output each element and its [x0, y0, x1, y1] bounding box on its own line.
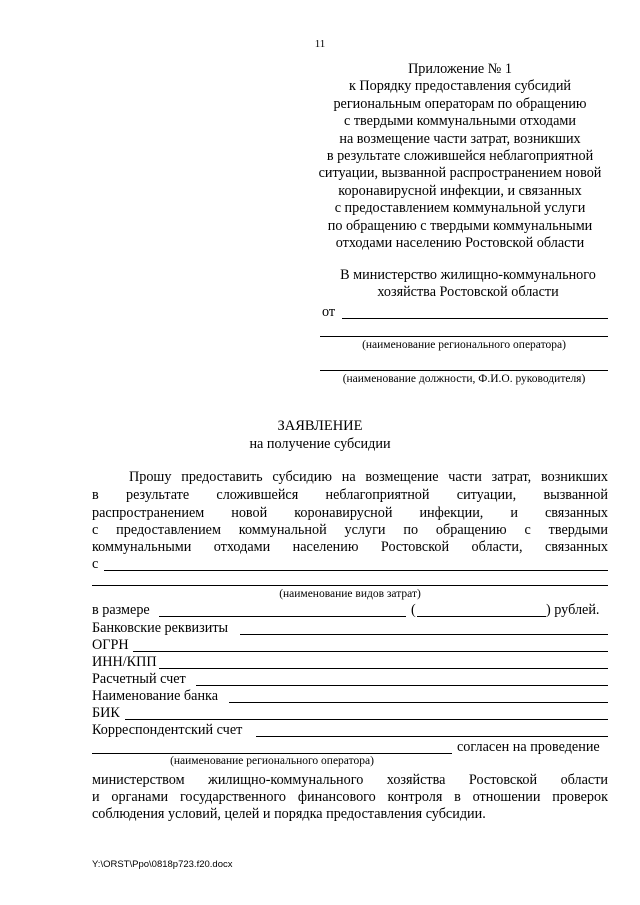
cost-type-field-1[interactable] [104, 570, 608, 571]
request-line: Прошу предоставить субсидию на возмещение части затрат, возникших [129, 469, 608, 485]
addressee-line: В министерство жилищно-коммунального [340, 267, 596, 283]
appendix-line: с твердыми коммунальными отходами [343, 113, 576, 130]
consent-last-line: соблюдения условий, целей и порядка предоставления субсидии. [92, 806, 486, 822]
request-last-prefix: с [92, 556, 99, 572]
bik-field[interactable] [125, 719, 608, 720]
request-line: коммунальными отходами населению Ростовской области, связанных [92, 539, 608, 555]
addressee-line: хозяйства Ростовской области [377, 284, 559, 301]
corr-account-field[interactable] [256, 736, 608, 737]
request-line: распространением новой коронавирусной инфекции, и связанных [92, 505, 608, 521]
inn-kpp-field[interactable] [159, 668, 608, 669]
consent-caption: (наименование регионального оператора) [170, 755, 374, 767]
appendix-line: региональным операторам по обращению [333, 95, 587, 112]
ogrn-field[interactable] [133, 651, 608, 652]
head-name-field[interactable] [320, 370, 608, 371]
field-ogrn-label: ОГРН [92, 637, 129, 653]
bank-details-field[interactable] [240, 634, 608, 635]
document-title: ЗАЯВЛЕНИЕ [277, 418, 363, 434]
appendix-line: коронавирусной инфекции, и связанных [338, 182, 582, 199]
document-subtitle: на получение субсидии [249, 436, 391, 452]
amount-open-paren: ( [411, 602, 416, 618]
from-label: от [322, 304, 336, 320]
operator-caption: (наименование регионального оператора) [362, 339, 566, 351]
consent-line: министерством жилищно-коммунального хозяйства Ростовской области [92, 772, 608, 788]
field-corr-account-label: Корреспондентский счет [92, 722, 243, 738]
amount-label: в размере [92, 602, 150, 618]
field-bik-label: БИК [92, 705, 120, 721]
cost-caption: (наименование видов затрат) [279, 588, 421, 600]
appendix-header [296, 61, 624, 252]
head-caption: (наименование должности, Ф.И.О. руководителя) [342, 373, 586, 385]
from-operator-field[interactable] [342, 318, 608, 319]
appendix-line: Приложение № 1 [408, 61, 512, 77]
consent-line: и органами государственного финансового контроля в отношении проверок [92, 789, 608, 805]
page-number: 11 [314, 38, 326, 50]
footer-file-path: Y:\ORST\Ppo\0818p723.f20.docx [92, 859, 233, 870]
amount-suffix: ) рублей. [546, 602, 600, 618]
appendix-line: с предоставлением коммунальной услуги [334, 200, 586, 217]
account-field[interactable] [196, 685, 608, 686]
appendix-line: отходами населению Ростовской области [335, 235, 585, 252]
consent-operator-field[interactable] [92, 753, 452, 754]
appendix-line: в результате сложившейся неблагоприятной [326, 148, 594, 165]
appendix-line: по обращению с твердыми коммунальными [327, 217, 593, 234]
appendix-line: ситуации, вызванной распространением новой [318, 165, 602, 182]
bank-name-field[interactable] [229, 702, 608, 703]
field-inn-kpp-label: ИНН/КПП [92, 654, 157, 670]
amount-digits-field[interactable] [159, 616, 406, 617]
field-bank-name-label: Наименование банка [92, 688, 219, 704]
operator-name-field-2[interactable] [320, 336, 608, 337]
consent-suffix: согласен на проведение [457, 739, 600, 755]
request-line: с предоставлением коммунальной услуги по обращению с твердыми [92, 522, 608, 538]
amount-words-field[interactable] [417, 616, 546, 617]
appendix-line: на возмещение части затрат, возникших [339, 130, 581, 147]
cost-type-field-2[interactable] [92, 585, 608, 586]
request-line: в результате сложившейся неблагоприятной ситуации, вызванной [92, 487, 608, 503]
addressee-block [312, 267, 624, 302]
field-bank-details-label: Банковские реквизиты [92, 620, 229, 636]
field-account-label: Расчетный счет [92, 671, 186, 687]
appendix-line: к Порядку предоставления субсидий [348, 78, 572, 95]
